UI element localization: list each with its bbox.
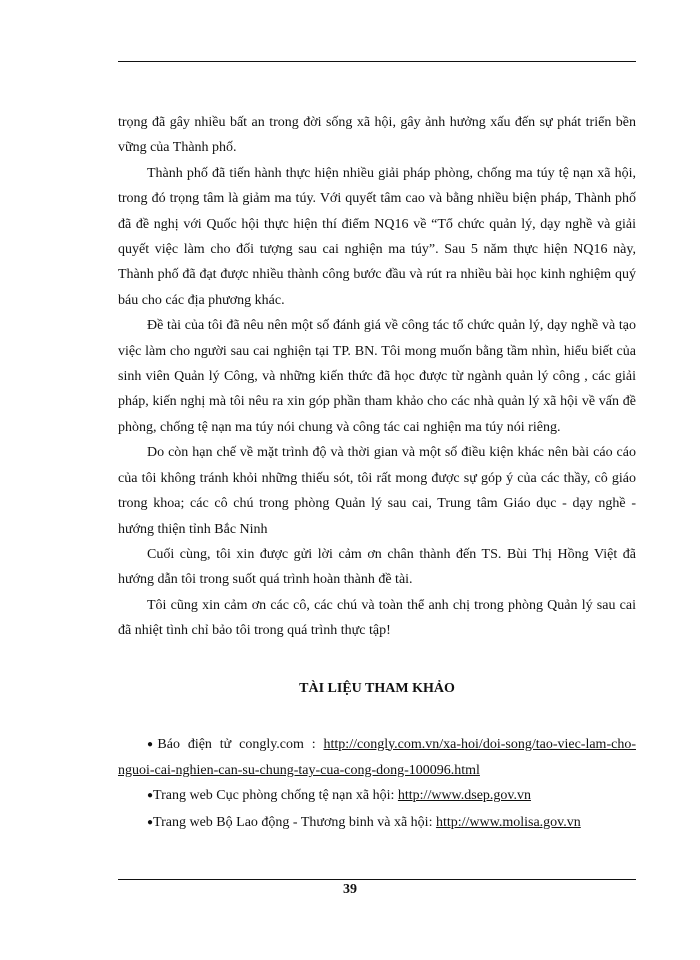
reference-prefix: Trang web Cục phòng chống tệ nạn xã hội: — [153, 788, 398, 804]
references-heading: TÀI LIỆU THAM KHẢO — [299, 680, 455, 696]
page-body — [118, 110, 636, 836]
reference-link[interactable]: http://www.molisa.gov.vn — [435, 814, 581, 830]
body-paragraph: Đề tài của tôi đã nêu nên một số đánh giá về công tác tổ chức quản lý, dạy nghề và tạo việc làm cho người sau cai nghiện tại TP. BN. Tôi mong muốn bằng tầm nhìn, hiểu biết của sinh viên Quản lý Công, và những kiến thức đã học được từ ngành quản lý công , các giải pháp, kiến nghị mà tôi nêu ra xin góp phần tham khảo cho các nhà quản lý xã hội về vấn đề phòng, chống tệ nạn ma túy nói chung và công tác cai nghiện ma túy nói riêng. — [118, 318, 636, 435]
body-paragraph: trọng đã gây nhiều bất an trong đời sống xã hội, gây ảnh hưởng xấu đến sự phát triển bền vững của Thành phố. — [118, 115, 636, 156]
body-paragraph: Do còn hạn chế về mặt trình độ và thời gian và một số điều kiện khác nên bài cáo cáo của tôi không tránh khỏi những thiếu sót, tôi rất mong được sự góp ý của các thầy, cô giáo trong khoa; các cô chú trong phòng Quản lý sau cai, Trung tâm Giáo dục - dạy nghề - hướng thiện tỉnh Bắc Ninh — [118, 445, 636, 537]
page-number: 39 — [343, 882, 357, 897]
bullet-icon: ● — [147, 790, 154, 802]
references-list — [118, 732, 636, 837]
bullet-icon: ● — [147, 738, 158, 750]
reference-link[interactable]: http://congly.com.vn/xa-hoi/doi-song/tao-viec-lam-cho-nguoi-cai-nghien-can-su-chung-tay-cua-cong-dong-100096.html — [118, 736, 636, 778]
reference-item — [118, 732, 636, 784]
header-rule — [118, 61, 636, 62]
body-paragraph: Thành phố đã tiến hành thực hiện nhiều giải pháp phòng, chống ma túy tệ nạn xã hội, trong đó trọng tâm là giảm ma túy. Với quyết tâm cao và bằng nhiều biện pháp, Thành phố đã đề nghị với Quốc hội thực hiện thí điểm NQ16 về “Tổ chức quản lý, dạy nghề và giải quyết việc làm cho đối tượng sau cai nghiện ma túy”. Sau 5 năm thực hiện NQ16 này, Thành phố đã đạt được nhiều thành công bước đầu và rút ra nhiều bài học kinh nghiệm quý báu cho các địa phương khác. — [118, 165, 636, 308]
reference-prefix: Báo điện tử congly.com : — [157, 736, 324, 752]
reference-item — [118, 783, 636, 809]
body-paragraph: Tôi cũng xin cảm ơn các cô, các chú và toàn thể anh chị trong phòng Quản lý sau cai đã nhiệt tình chỉ bảo tôi trong quá trình thực tập! — [118, 597, 636, 639]
reference-item — [118, 810, 636, 836]
reference-link[interactable]: http://www.dsep.gov.vn — [397, 788, 532, 804]
bullet-icon: ● — [147, 816, 154, 828]
body-paragraph: Cuối cùng, tôi xin được gửi lời cảm ơn chân thành đến TS. Bùi Thị Hồng Việt đã hướng dẫn tôi trong suốt quá trình hoàn thành đề tài. — [118, 546, 636, 588]
reference-prefix: Trang web Bộ Lao động - Thương binh và xã hội: — [153, 814, 436, 830]
